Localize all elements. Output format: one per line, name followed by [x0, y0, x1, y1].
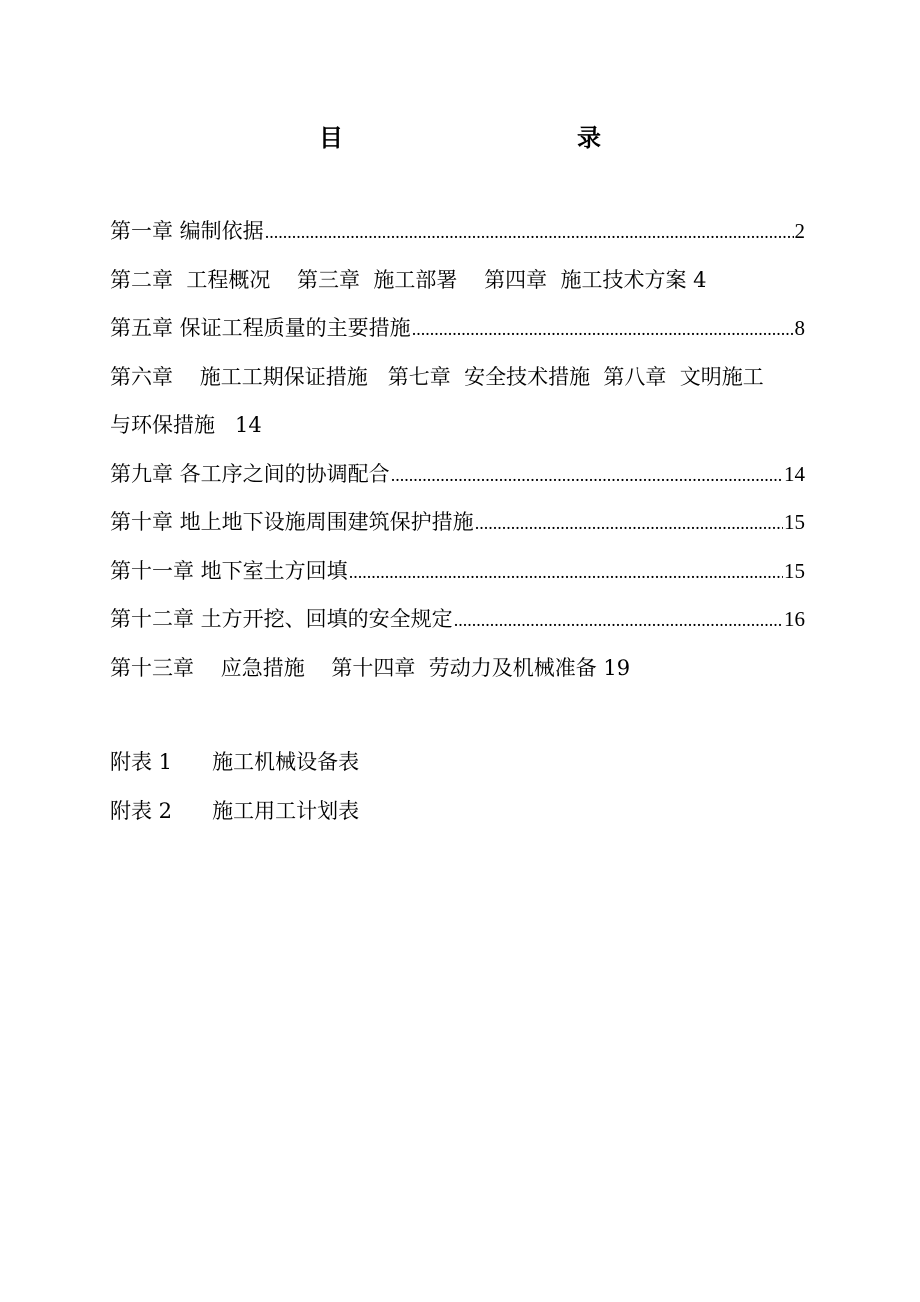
- toc-leader-dots: [349, 562, 783, 583]
- toc-entry[interactable]: [110, 652, 805, 701]
- page-title: 目 录: [319, 123, 663, 152]
- toc-page-number: 14: [784, 461, 805, 486]
- table-of-contents: [110, 215, 805, 700]
- toc-entry-label: 第九章 各工序之间的协调配合: [110, 461, 390, 486]
- toc-page-number: 15: [784, 510, 805, 534]
- toc-entry[interactable]: [110, 215, 805, 264]
- toc-entry-label: 第十二章 土方开挖、回填的安全规定: [110, 607, 453, 631]
- appendix-list: [110, 746, 710, 843]
- toc-page-number: 15: [784, 558, 805, 583]
- toc-entry-label: 第十章 地上地下设施周围建筑保护措施: [110, 510, 474, 534]
- toc-entry-label: 第五章 保证工程质量的主要措施: [110, 316, 411, 340]
- toc-entry[interactable]: [110, 555, 805, 604]
- toc-leader-dots: [454, 610, 783, 631]
- toc-leader-dots: [412, 319, 794, 340]
- toc-entry[interactable]: [110, 312, 805, 361]
- toc-entry-label: 第六章 施工工期保证措施 第七章 安全技术措施 第八章 文明施工: [110, 364, 764, 389]
- toc-page-number: 16: [784, 607, 805, 631]
- toc-entry-label: 第十一章 地下室土方回填: [110, 558, 348, 583]
- toc-page-number: 8: [794, 316, 805, 340]
- toc-entry-label: 第一章 编制依据: [110, 219, 264, 243]
- appendix-item[interactable]: 附表 1 施工机械设备表: [110, 750, 360, 774]
- toc-entry-label: 第二章 工程概况 第三章 施工部署 第四章 施工技术方案 4: [110, 267, 707, 292]
- appendix-item[interactable]: 附表 2 施工用工计划表: [110, 798, 360, 823]
- toc-leader-dots: [391, 465, 783, 486]
- toc-entry[interactable]: [110, 506, 805, 555]
- toc-entry-label: 第十三章 应急措施 第十四章 劳动力及机械准备 19: [110, 655, 631, 680]
- toc-entry[interactable]: [110, 361, 805, 410]
- toc-entry[interactable]: [110, 603, 805, 652]
- toc-leader-dots: [265, 222, 794, 243]
- toc-entry[interactable]: [110, 264, 805, 313]
- toc-entry[interactable]: [110, 458, 805, 507]
- toc-entry-label: 与环保措施 14: [110, 413, 262, 437]
- toc-page-number: 2: [794, 219, 805, 243]
- toc-entry-continuation[interactable]: [110, 409, 805, 458]
- toc-leader-dots: [475, 513, 783, 534]
